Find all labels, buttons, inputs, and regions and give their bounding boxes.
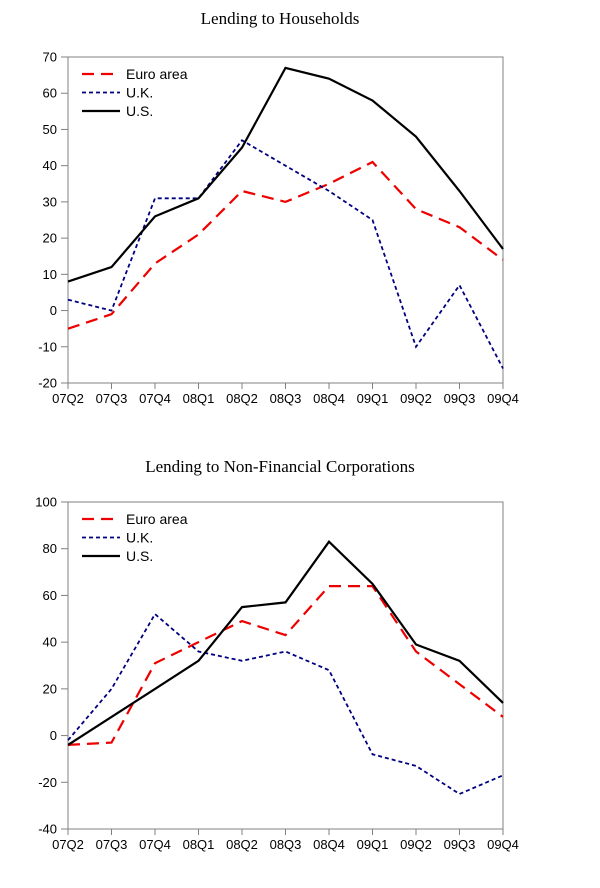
x-axis-tick-label: 08Q2 <box>226 837 258 852</box>
y-axis-tick-label: 40 <box>42 158 57 174</box>
legend-label-euro-area: Euro area <box>126 66 188 82</box>
x-axis-tick-label: 07Q4 <box>139 837 171 852</box>
y-axis-tick-label: 20 <box>42 230 57 246</box>
y-axis-tick-label: -20 <box>38 375 57 391</box>
x-axis-tick-label: 09Q2 <box>400 391 432 406</box>
x-axis-tick-label: 08Q4 <box>313 391 345 406</box>
legend-label-u-k: U.K. <box>126 84 154 101</box>
legend-label-u-s: U.S. <box>126 548 154 564</box>
x-axis-tick-label: 09Q4 <box>487 837 519 852</box>
x-axis-tick-label: 08Q3 <box>269 391 302 406</box>
series-line-u-k <box>68 140 503 368</box>
y-axis-tick-label: -40 <box>38 821 57 837</box>
x-axis-tick-label: 08Q1 <box>182 391 215 406</box>
y-axis-tick-label: 60 <box>42 587 57 603</box>
y-axis-tick-label: 0 <box>49 303 57 319</box>
nonfinancial-corporations-chart <box>0 444 600 888</box>
y-axis-tick-label: 0 <box>49 728 57 744</box>
x-axis-tick-label: 07Q3 <box>95 391 128 406</box>
series-line-u-s <box>68 542 503 745</box>
x-axis-tick-label: 09Q2 <box>400 837 432 852</box>
y-axis-tick-label: 100 <box>35 494 57 510</box>
y-axis-tick-label: 20 <box>42 681 57 697</box>
y-axis-tick-label: 40 <box>42 634 57 650</box>
y-axis-tick-label: 30 <box>42 194 57 210</box>
series-line-euro-area <box>68 162 503 329</box>
x-axis-tick-label: 07Q4 <box>139 391 171 406</box>
y-axis-tick-label: 80 <box>42 541 57 557</box>
x-axis-tick-label: 08Q2 <box>226 391 258 406</box>
nonfinancial-corporations-chart-canvas <box>0 444 600 888</box>
nonfinancial-corporations-chart-title: Lending to Non-Financial Corporations <box>145 457 415 476</box>
y-axis-tick-label: 70 <box>42 49 57 65</box>
x-axis-tick-label: 07Q3 <box>95 837 128 852</box>
x-axis-tick-label: 09Q3 <box>443 391 476 406</box>
x-axis-tick-label: 07Q2 <box>52 837 84 852</box>
series-line-euro-area <box>68 586 503 745</box>
y-axis-tick-label: 50 <box>42 121 57 137</box>
y-axis-tick-label: -20 <box>38 774 57 790</box>
x-axis-tick-label: 09Q1 <box>356 391 389 406</box>
legend-label-u-k: U.K. <box>126 529 154 546</box>
x-axis-tick-label: 08Q1 <box>182 837 215 852</box>
households-chart-title: Lending to Households <box>200 9 360 28</box>
x-axis-tick-label: 07Q2 <box>52 391 84 406</box>
legend-label-euro-area: Euro area <box>126 511 188 527</box>
y-axis-tick-label: 10 <box>42 266 57 282</box>
x-axis-tick-label: 08Q3 <box>269 837 302 852</box>
y-axis-tick-label: -10 <box>38 339 57 355</box>
x-axis-tick-label: 09Q1 <box>356 837 389 852</box>
x-axis-tick-label: 09Q3 <box>443 837 476 852</box>
x-axis-tick-label: 08Q4 <box>313 837 345 852</box>
legend-label-u-s: U.S. <box>126 103 154 119</box>
y-axis-tick-label: 60 <box>42 85 57 101</box>
x-axis-tick-label: 09Q4 <box>487 391 519 406</box>
